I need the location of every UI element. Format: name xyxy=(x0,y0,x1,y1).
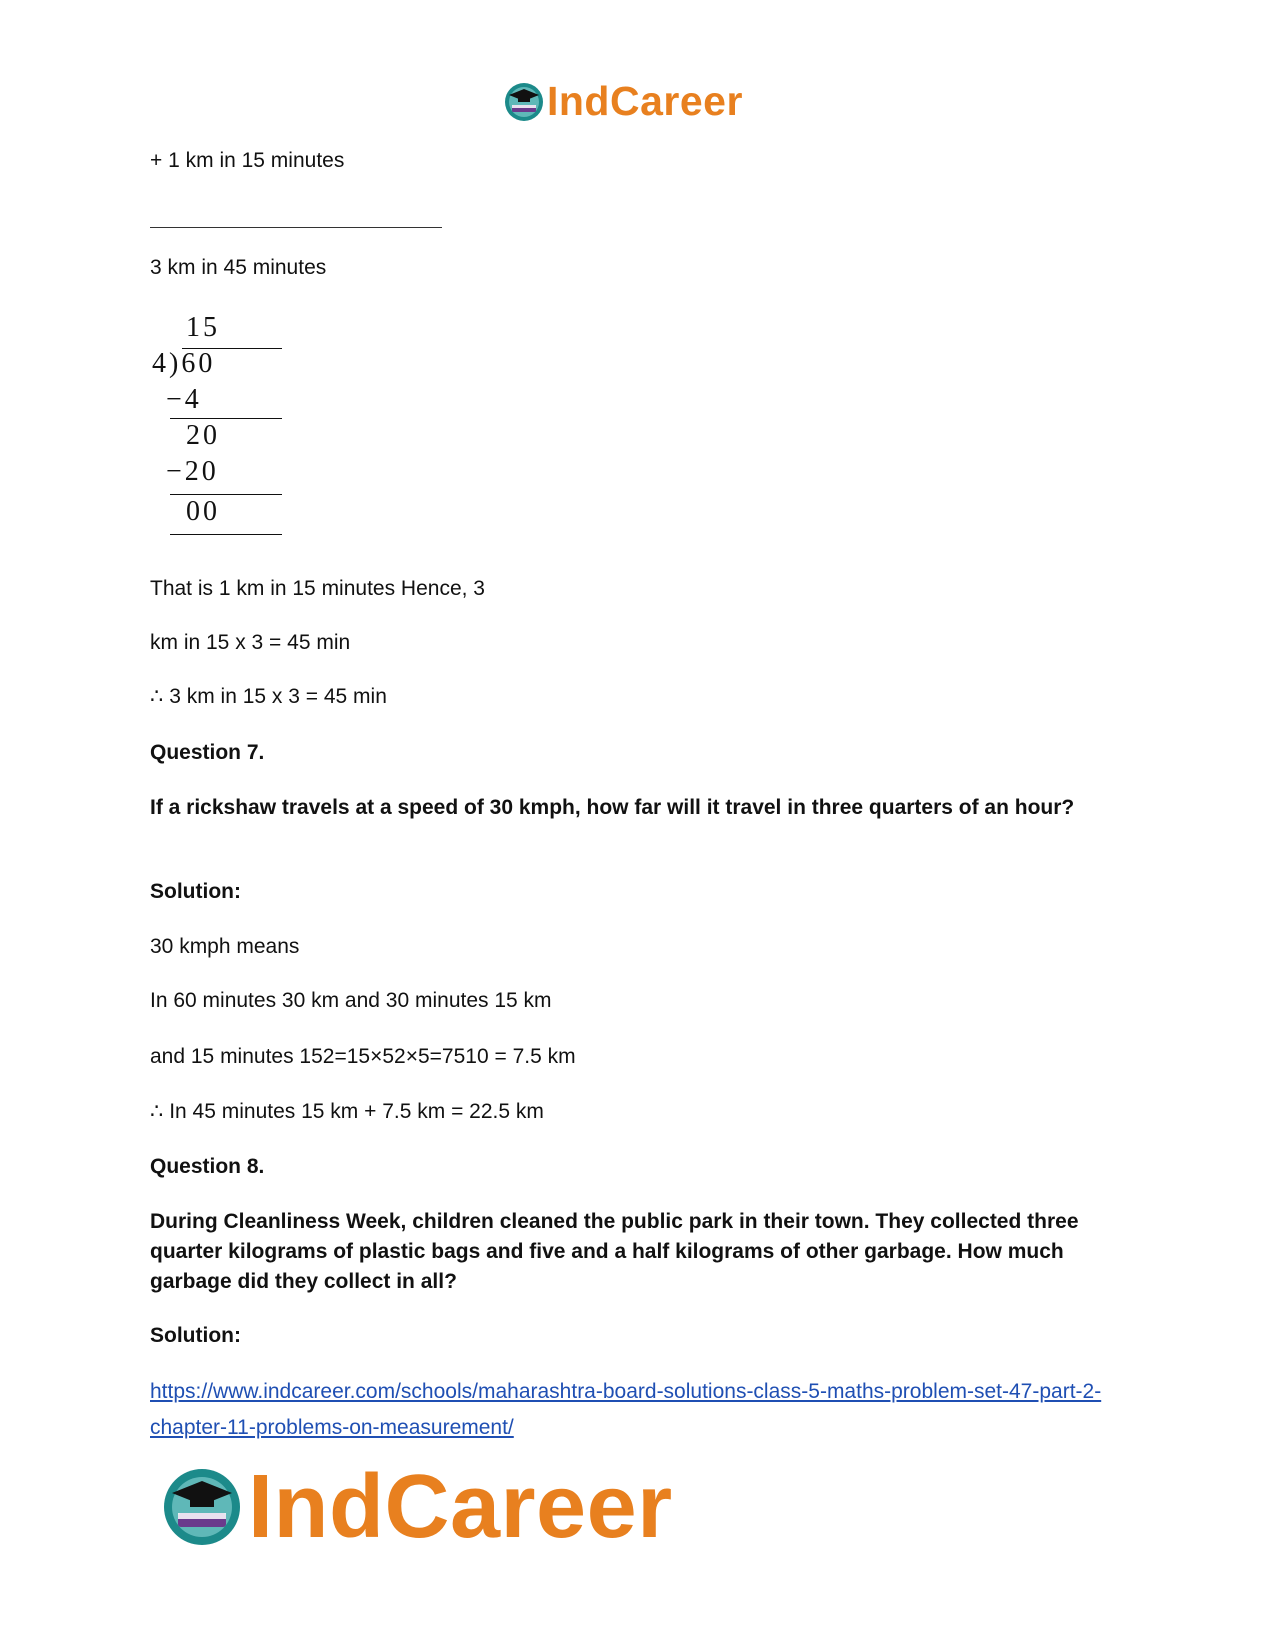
footer-logo xyxy=(160,1457,673,1557)
question-title: Question 7. xyxy=(150,741,265,764)
long-division xyxy=(150,312,290,552)
logo-wordmark: IndCareer xyxy=(248,1457,673,1557)
text-line: 30 kmph means xyxy=(150,935,300,958)
text-line: That is 1 km in 15 minutes Hence, 3 xyxy=(150,577,485,600)
text-line: km in 15 x 3 = 45 min xyxy=(150,631,351,654)
division-step: −20 xyxy=(166,456,219,487)
question-text: If a rickshaw travels at a speed of 30 kmph, how far will it travel in three quarters of an hour? xyxy=(150,796,1075,819)
question-title: Question 8. xyxy=(150,1155,265,1178)
text-line: 3 km in 45 minutes xyxy=(150,256,327,279)
division-step: −4 xyxy=(166,384,202,415)
division-quotient: 15 xyxy=(186,312,220,343)
solution-heading: Solution: xyxy=(150,1324,241,1347)
graduation-cap-book-icon xyxy=(503,81,545,123)
solution-heading: Solution: xyxy=(150,880,241,903)
sum-divider xyxy=(150,227,442,228)
division-divisor-dividend: 4)60 xyxy=(152,348,216,379)
logo-wordmark: IndCareer xyxy=(547,78,743,124)
text-line: ∴ 3 km in 15 x 3 = 45 min xyxy=(150,685,387,708)
question-text: During Cleanliness Week, children cleaned the public park in their town. They collected three quarter kilograms of plastic bags and five and a half kilograms of other garbage. How much garbage did they collect in all? xyxy=(150,1210,1079,1293)
text-line: ∴ In 45 minutes 15 km + 7.5 km = 22.5 km xyxy=(150,1100,544,1123)
text-line: + 1 km in 15 minutes xyxy=(150,149,345,172)
header-logo xyxy=(503,78,743,125)
text-line: In 60 minutes 30 km and 30 minutes 15 km xyxy=(150,989,552,1012)
text-line: and 15 minutes 152=15×52×5=7510 = 7.5 km xyxy=(150,1045,576,1068)
solution-link[interactable]: https://www.indcareer.com/schools/maharashtra-board-solutions-class-5-maths-problem-set-47-part-2-chapter-11-problems-on-measurement/ xyxy=(150,1380,1102,1439)
division-remainder: 20 xyxy=(186,420,220,451)
division-remainder: 00 xyxy=(186,496,220,527)
graduation-cap-book-icon xyxy=(160,1465,244,1549)
